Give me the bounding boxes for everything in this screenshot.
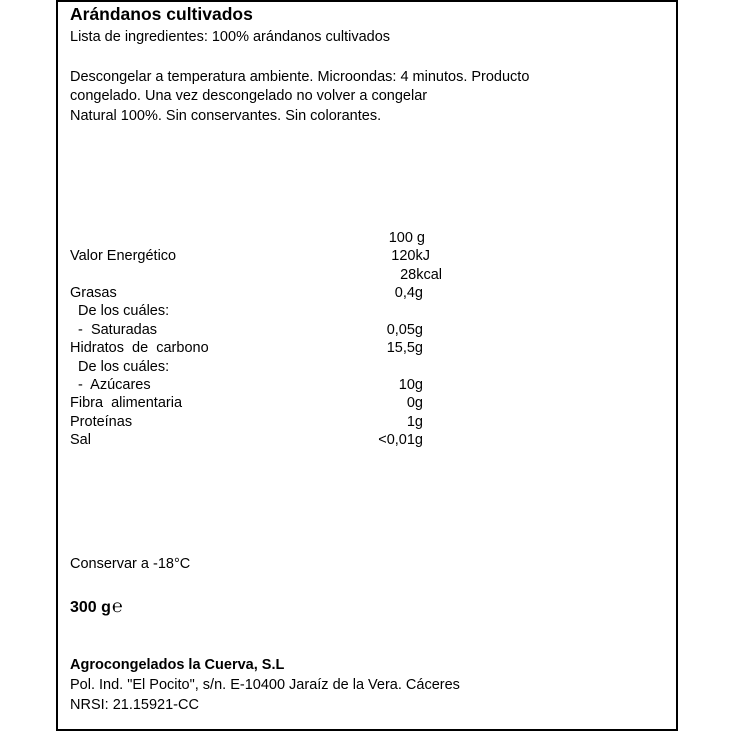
energy-kj: 120kJ xyxy=(391,248,430,264)
net-weight-value: 300 g xyxy=(70,599,111,616)
company-name: Agrocongelados la Cuerva, S.L xyxy=(70,657,285,673)
nutrition-row-label: - Azúcares xyxy=(70,377,151,393)
nutrition-row-label: Fibra alimentaria xyxy=(70,395,183,411)
nutrition-row-value: 1g xyxy=(406,414,423,430)
nutrition-row-value: 10g xyxy=(398,377,423,393)
nutrition-header: 100 g xyxy=(388,230,425,246)
ingredients-list: Lista de ingredientes: 100% arándanos cultivados xyxy=(70,29,391,45)
product-name: Arándanos cultivados xyxy=(70,4,253,24)
nutrition-row-value: 0,05g xyxy=(386,322,423,338)
energy-kcal: 28kcal xyxy=(400,267,442,283)
storage-instructions: Conservar a -18°C xyxy=(70,556,191,572)
nutrition-row-label: De los cuáles: xyxy=(70,303,170,319)
nutrition-row-value: 0g xyxy=(406,395,423,411)
energy-label: Valor Energético xyxy=(70,248,177,264)
nutrition-row-value: 0,4g xyxy=(394,285,423,301)
nutrition-row-label: Grasas xyxy=(70,285,117,301)
company-address: Pol. Ind. "El Pocito", s/n. E-10400 Jaraíz de la Vera. Cáceres xyxy=(70,677,460,693)
nutrition-row-value: 15,5g xyxy=(386,340,423,356)
instructions-line-2: congelado. Una vez descongelado no volver a congelar xyxy=(70,88,428,104)
instructions-line-1: Descongelar a temperatura ambiente. Microondas: 4 minutos. Producto xyxy=(70,69,530,85)
estimated-sign-icon: ℮ xyxy=(111,596,123,616)
nutrition-row-label: Hidratos de carbono xyxy=(70,340,209,356)
company-registry: NRSI: 21.15921-CC xyxy=(70,697,199,713)
nutrition-row-label: Proteínas xyxy=(70,414,133,430)
nutrition-row-label: De los cuáles: xyxy=(70,359,170,375)
nutrition-row-value: <0,01g xyxy=(378,432,423,448)
nutrition-row-label: Sal xyxy=(70,432,91,448)
net-weight xyxy=(70,596,123,618)
product-claims: Natural 100%. Sin conservantes. Sin colorantes. xyxy=(70,108,382,124)
nutrition-row-label: - Saturadas xyxy=(70,322,158,338)
